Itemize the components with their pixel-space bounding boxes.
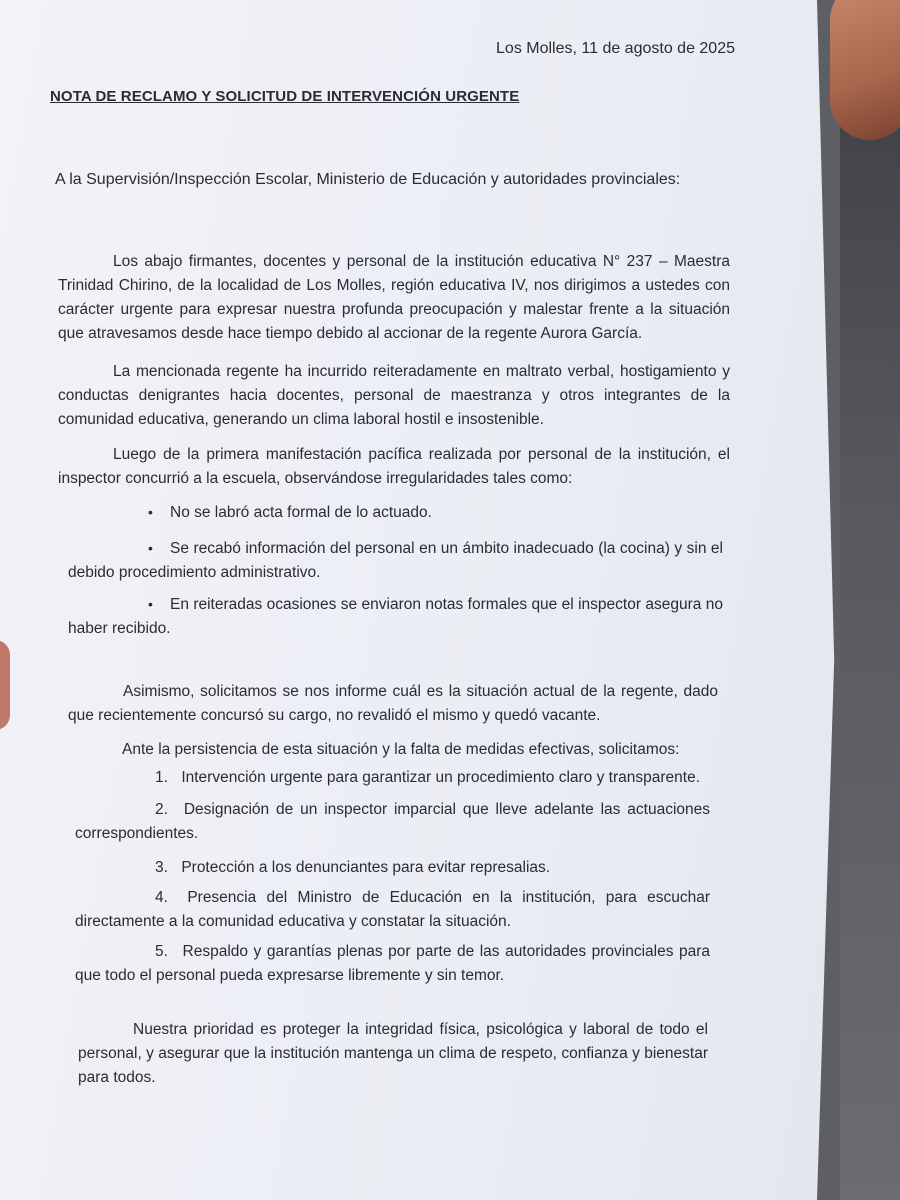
- letter-date: Los Molles, 11 de agosto de 2025: [496, 40, 735, 57]
- paragraph-closing: Nuestra prioridad es proteger la integridad física, psicológica y laboral de todo el personal, y asegurar que la institución mantenga un clima de respeto, confianza y bienestar para todos.: [78, 1021, 708, 1086]
- list-item-text: Protección a los denunciantes para evitar represalias.: [181, 859, 551, 876]
- list-item: [75, 856, 710, 880]
- list-number: 2.: [155, 801, 168, 818]
- letter-addressee: A la Supervisión/Inspección Escolar, Ministerio de Educación y autoridades provinciales:: [55, 171, 681, 188]
- list-item: [75, 886, 710, 934]
- list-item: [75, 798, 710, 846]
- list-item: [68, 500, 723, 525]
- bullet-icon: •: [148, 596, 153, 612]
- list-item-text: Presencia del Ministro de Educación en la institución, para escuchar directamente a la comunidad educativa y constatar la situación.: [75, 889, 710, 930]
- list-item-text: Intervención urgente para garantizar un procedimiento claro y transparente.: [181, 769, 701, 786]
- list-item-text: Se recabó información del personal en un ámbito inadecuado (la cocina) y sin el debido procedimiento administrativo.: [68, 540, 723, 581]
- list-item: [68, 536, 723, 585]
- list-item: [75, 766, 710, 790]
- list-item: [68, 592, 723, 641]
- list-item-text: Respaldo y garantías plenas por parte de las autoridades provinciales para que todo el personal pueda expresarse libremente y sin temor.: [75, 943, 710, 984]
- list-number: 5.: [155, 943, 168, 960]
- list-number: 1.: [155, 769, 168, 786]
- list-item-text: En reiteradas ocasiones se enviaron notas formales que el inspector asegura no haber recibido.: [68, 596, 723, 637]
- letter-title: NOTA DE RECLAMO Y SOLICITUD DE INTERVENCIÓN URGENTE: [50, 88, 520, 105]
- paragraph-intro: Los abajo firmantes, docentes y personal de la institución educativa N° 237 – Maestra Trinidad Chirino, de la localidad de Los Molles, región educativa IV, nos dirigimos a ustedes con carácter urgente para expresar nuestra profunda preocupación y malestar frente a la situación que atravesamos desde hace tiempo debido al accionar de la regente Aurora García.: [58, 253, 730, 342]
- list-number: 3.: [155, 859, 168, 876]
- list-item-text: Designación de un inspector imparcial que lleve adelante las actuaciones correspondientes.: [75, 801, 710, 842]
- list-item-text: No se labró acta formal de lo actuado.: [170, 504, 432, 521]
- bullet-icon: •: [148, 540, 153, 556]
- bullet-icon: •: [148, 504, 153, 520]
- requests-intro: Ante la persistencia de esta situación y la falta de medidas efectivas, solicitamos:: [122, 741, 680, 758]
- paragraph-complaint: La mencionada regente ha incurrido reiteradamente en maltrato verbal, hostigamiento y conductas denigrantes hacia docentes, personal de maestranza y otros integrantes de la comunidad educativa, generando un clima laboral hostil e insostenible.: [58, 363, 730, 428]
- paragraph-vacancy: Asimismo, solicitamos se nos informe cuál es la situación actual de la regente, dado que recientemente concursó su cargo, no revalidó el mismo y quedó vacante.: [68, 683, 718, 724]
- list-item: [75, 940, 710, 988]
- list-number: 4.: [155, 889, 168, 906]
- paragraph-irregularities-intro: Luego de la primera manifestación pacífica realizada por personal de la institución, el inspector concurrió a la escuela, observándose irregularidades tales como:: [58, 446, 730, 487]
